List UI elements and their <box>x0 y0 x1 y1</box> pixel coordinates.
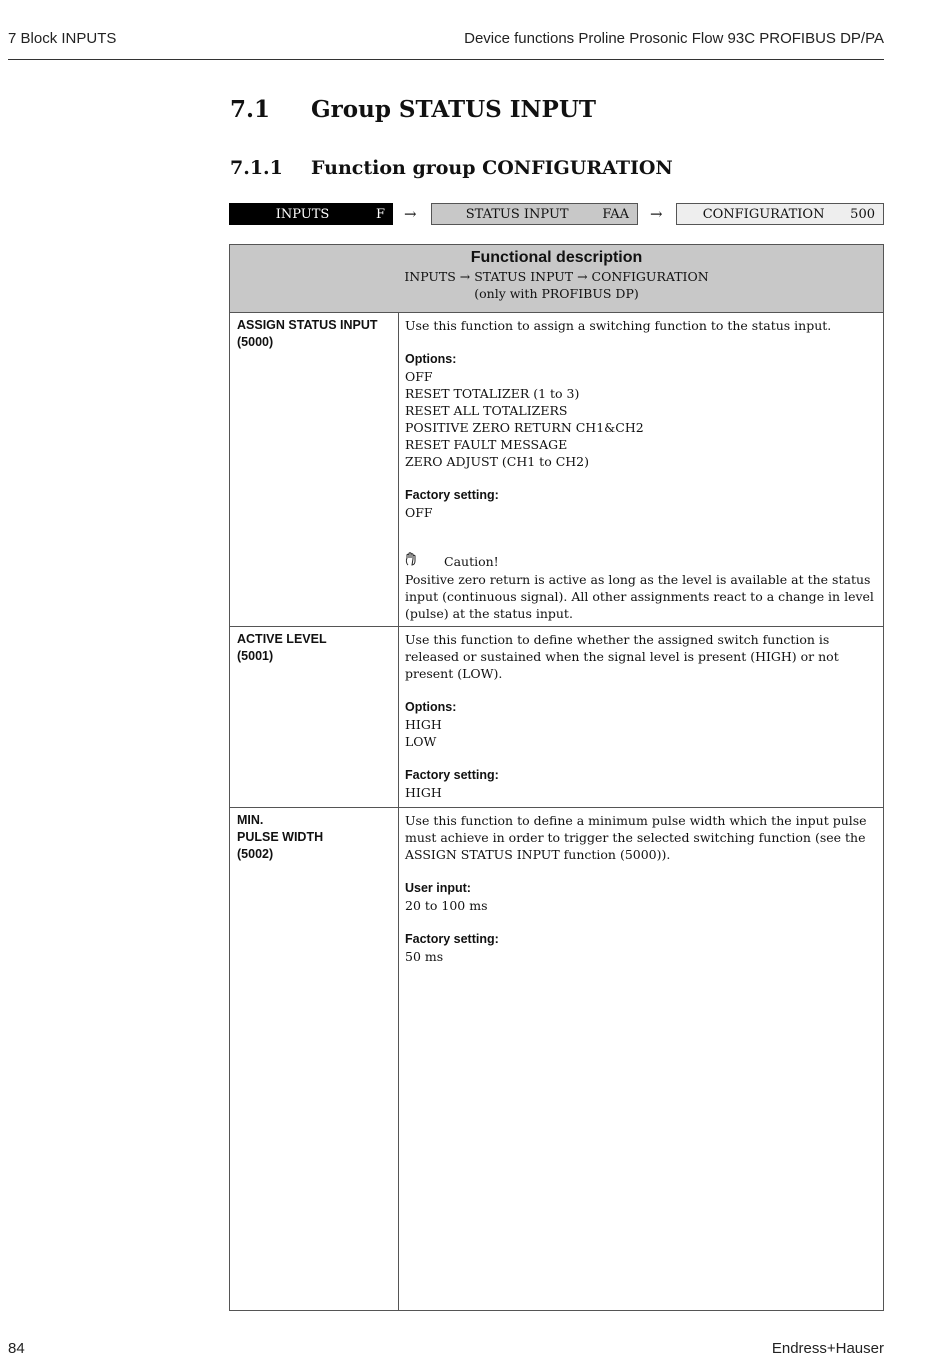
option-item: LOW <box>405 734 437 749</box>
nav-block-box <box>229 203 393 225</box>
option-item: OFF <box>405 369 433 384</box>
nav-function-group-box <box>676 203 884 225</box>
factory-setting-value: HIGH <box>405 785 442 800</box>
row-divider <box>230 807 883 808</box>
option-item: ZERO ADJUST (CH1 to CH2) <box>405 454 589 469</box>
function-name: ACTIVE LEVEL <box>237 632 327 646</box>
nav-function-group-code: 500 <box>850 206 875 222</box>
function-description-cell <box>405 317 879 622</box>
function-description-cell <box>405 631 879 801</box>
factory-setting-label: Factory setting: <box>405 932 499 946</box>
function-code: (5002) <box>237 847 274 861</box>
section-title: Group STATUS INPUT <box>311 96 597 123</box>
option-item: HIGH <box>405 717 442 732</box>
caution-label: Caution! <box>444 554 499 569</box>
factory-setting-value: OFF <box>405 505 433 520</box>
page-number: 84 <box>8 1340 25 1357</box>
caution-text: Positive zero return is active as long as the level is available at the status input (continuous signal). All other assignments react to a change in level (pulse) at the status input. <box>405 572 874 621</box>
brand-logo-text: Endress+Hauser <box>771 1340 884 1357</box>
caution-hand-icon <box>405 552 444 571</box>
subsection-title: Function group CONFIGURATION <box>311 157 673 179</box>
function-description-cell <box>405 812 879 965</box>
function-name-cell <box>237 631 392 665</box>
option-item: RESET TOTALIZER (1 to 3) <box>405 386 580 401</box>
factory-setting-value: 50 ms <box>405 949 444 964</box>
factory-setting-label: Factory setting: <box>405 488 499 502</box>
function-code: (5001) <box>237 649 274 663</box>
description-text: Use this function to define whether the assigned switch function is released or sustained when the signal level is present (HIGH) or not present (LOW). <box>405 632 839 681</box>
nav-block-label: INPUTS <box>275 206 330 222</box>
nav-group-label: STATUS INPUT <box>465 206 569 222</box>
caution-hand-icon-svg <box>405 552 417 566</box>
subsection-heading <box>230 157 673 179</box>
caution-note <box>405 552 879 571</box>
function-name-cell <box>237 317 392 351</box>
option-item: RESET ALL TOTALIZERS <box>405 403 568 418</box>
options-label: Options: <box>405 700 457 714</box>
function-name-line2: PULSE WIDTH <box>237 830 324 844</box>
nav-arrow-icon: → <box>650 205 663 223</box>
function-code: (5000) <box>237 335 274 349</box>
section-heading <box>230 96 596 123</box>
running-header-section: 7 Block INPUTS <box>8 30 117 47</box>
nav-block-code: F <box>375 206 385 222</box>
nav-arrow-icon: → <box>404 205 417 223</box>
nav-function-group-label: CONFIGURATION <box>702 206 825 222</box>
function-name-cell <box>237 812 392 863</box>
table-title: Functional description <box>470 249 643 266</box>
subsection-number: 7.1.1 <box>230 157 283 179</box>
function-name: ASSIGN STATUS INPUT <box>237 318 378 332</box>
section-number: 7.1 <box>230 96 271 123</box>
row-divider <box>230 626 883 627</box>
table-header <box>230 245 883 313</box>
options-label: Options: <box>405 352 457 366</box>
description-text: Use this function to define a minimum pulse width which the input pulse must achieve in order to trigger the selected switching function (see the ASSIGN STATUS INPUT function (5000)). <box>405 813 867 862</box>
table-path: INPUTS → STATUS INPUT → CONFIGURATION <box>404 269 709 284</box>
nav-group-code: FAA <box>602 206 629 222</box>
description-text: Use this function to assign a switching function to the status input. <box>405 318 832 333</box>
option-item: RESET FAULT MESSAGE <box>405 437 568 452</box>
function-name-line1: MIN. <box>237 813 264 827</box>
nav-group-box <box>431 203 638 225</box>
column-divider <box>398 312 399 1311</box>
header-rule <box>8 59 884 60</box>
user-input-value: 20 to 100 ms <box>405 898 488 913</box>
factory-setting-label: Factory setting: <box>405 768 499 782</box>
functional-description-table <box>229 244 884 1311</box>
table-note: (only with PROFIBUS DP) <box>474 286 639 301</box>
option-item: POSITIVE ZERO RETURN CH1&CH2 <box>405 420 644 435</box>
user-input-label: User input: <box>405 881 471 895</box>
running-header-title: Device functions Proline Prosonic Flow 93C PROFIBUS DP/PA <box>464 30 884 47</box>
